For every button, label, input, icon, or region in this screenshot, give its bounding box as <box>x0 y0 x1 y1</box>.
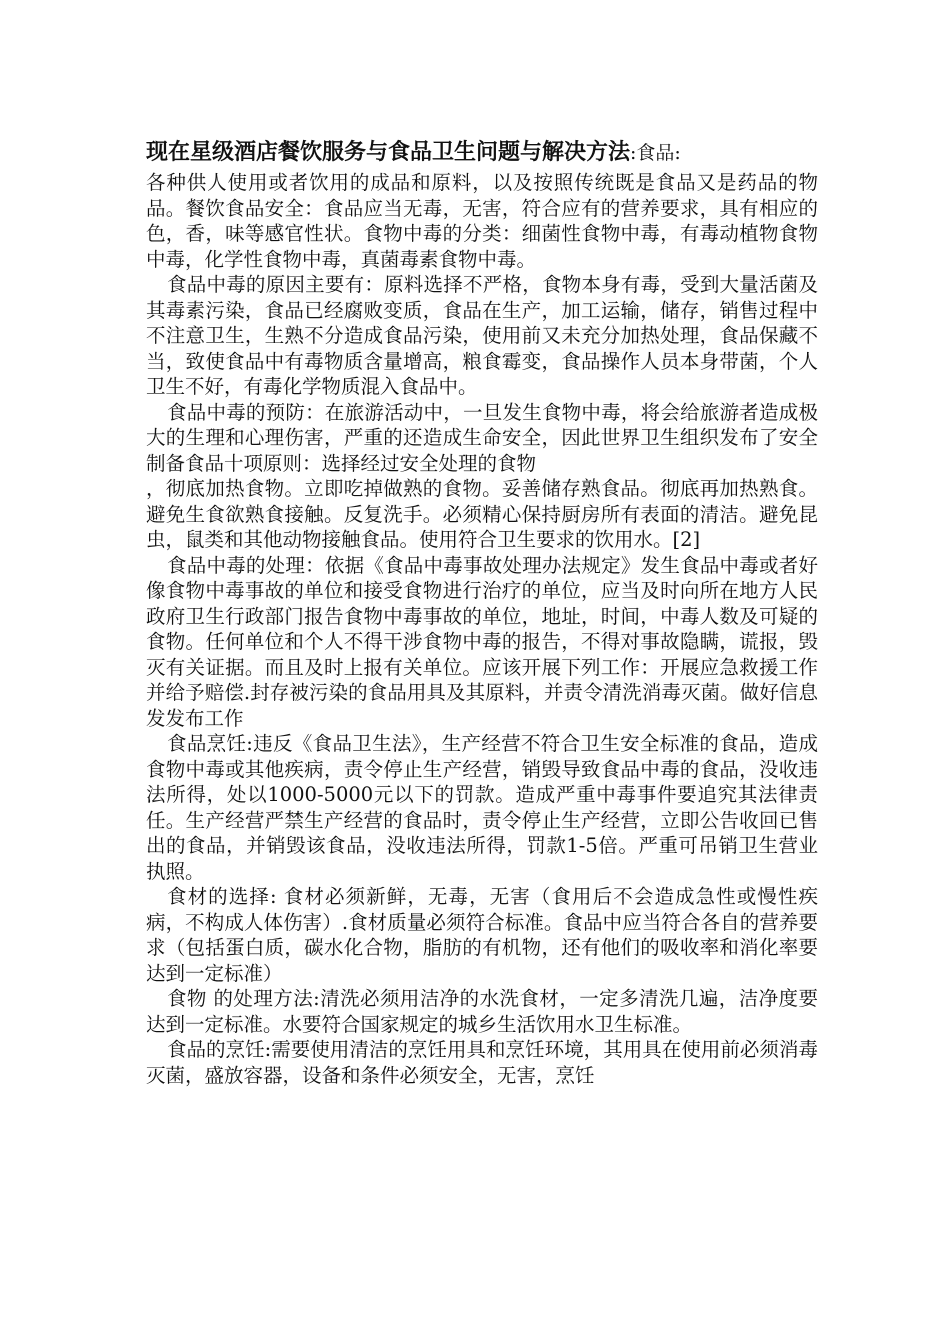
paragraph-food-cooking: 食品的烹饪:需要使用清洁的烹饪用具和烹饪环境，其用具在使用前必须消毒灭菌，盛放容器，设备和条件必须安全，无害，烹饪 <box>146 1038 818 1087</box>
document-title: 现在星级酒店餐饮服务与食品卫生问题与解决方法 <box>146 139 631 165</box>
paragraph-ingredient-selection: 食材的选择: 食材必须新鲜，无毒，无害（食用后不会造成急性或慢性疾病，不构成人体伤害）.食材质量必须符合标准。食品中应当符合各自的营养要求（包括蛋白质，碳水化合物，脂肪的有机物，还有他们的吸收率和消化率要达到一定标准） <box>146 885 818 985</box>
paragraph-causes: 食品中毒的原因主要有：原料选择不严格，食物本身有毒，受到大量活菌及其毒素污染，食品已经腐败变质，食品在生产，加工运输，储存，销售过程中不注意卫生，生熟不分造成食品污染，使用前又未充分加热处理，食品保藏不当，致使食品中有毒物质含量增高，粮食霉变，食品操作人员本身带菌，个人卫生不好，有毒化学物质混入食品中。 <box>146 273 818 398</box>
paragraph-prevention-continued: ，彻底加热食物。立即吃掉做熟的食物。妥善储存熟食品。彻底再加热熟食。避免生食欲熟食接触。反复洗手。必须精心保持厨房所有表面的清洁。避免昆虫，鼠类和其他动物接触食品。使用符合卫生要求的饮用水。[2] <box>146 477 818 551</box>
title-tail: :食品: <box>630 142 681 164</box>
paragraph-food-processing: 食物 的处理方法:清洗必须用洁净的水洗食材，一定多清洗几遍，洁净度要达到一定标准。水要符合国家规定的城乡生活饮用水卫生标准。 <box>146 987 818 1036</box>
title-line <box>146 136 818 170</box>
document-page <box>146 136 818 1088</box>
paragraph-prevention: 食品中毒的预防：在旅游活动中，一旦发生食物中毒，将会给旅游者造成极大的生理和心理伤害，严重的还造成生命安全，因此世界卫生组织发布了安全制备食品十项原则：选择经过安全处理的食物 <box>146 400 818 475</box>
paragraph-definition: 各种供人使用或者饮用的成品和原料，以及按照传统既是食品又是药品的物品。餐饮食品安全：食品应当无毒，无害，符合应有的营养要求，具有相应的色，香，味等感官性状。食物中毒的分类：细菌性食物中毒，有毒动植物食物中毒，化学性食物中毒，真菌毒素食物中毒。 <box>146 171 818 271</box>
paragraph-handling: 食品中毒的处理：依据《食品中毒事故处理办法规定》发生食品中毒或者好像食物中毒事故的单位和接受食物进行治疗的单位，应当及时向所在地方人民政府卫生行政部门报告食物中毒事故的单位，地址，时间，中毒人数及可疑的食物。任何单位和个人不得干涉食物中毒的报告，不得对事故隐瞒，谎报，毁灭有关证据。而且及时上报有关单位。应该开展下列工作：开展应急救援工作并给予赔偿.封存被污染的食品用具及其原料，并责令清洗消毒灭菌。做好信息发发布工作 <box>146 553 818 730</box>
paragraph-cooking-law: 食品烹饪:违反《食品卫生法》，生产经营不符合卫生安全标准的食品，造成食物中毒或其他疾病，责令停止生产经营，销毁导致食品中毒的食品，没收违法所得，处以1000-5000元以下的罚款。造成严重中毒事件要追究其法律责任。生产经营严禁生产经营的食品时，责令停止生产经营，立即公告收回已售出的食品，并销毁该食品，没收违法所得，罚款1-5倍。严重可吊销卫生营业执照。 <box>146 732 818 883</box>
